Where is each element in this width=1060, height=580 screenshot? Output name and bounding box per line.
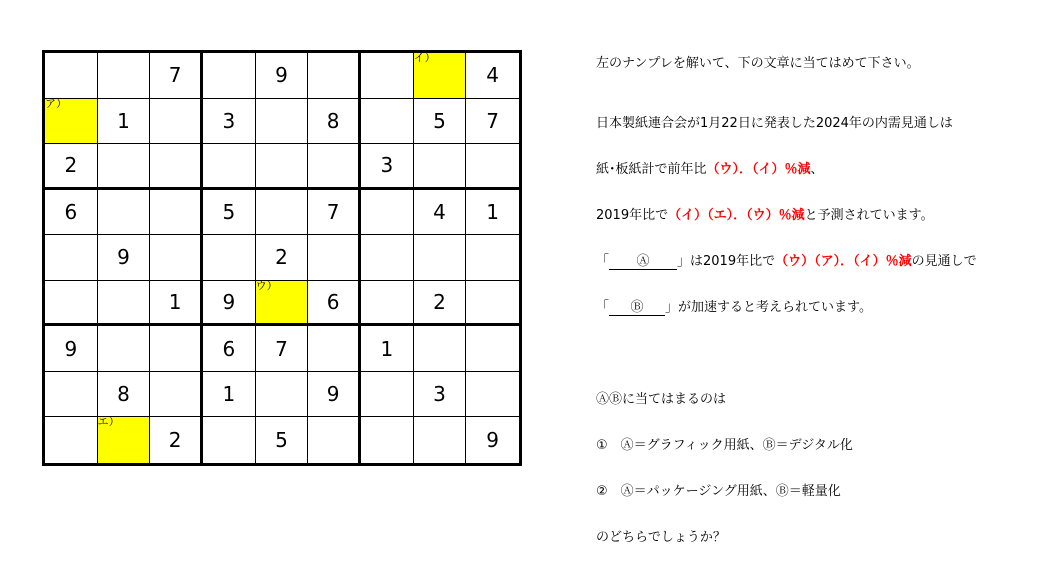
- sudoku-cell-r9c5[interactable]: [256, 417, 309, 463]
- sudoku-cell-r4c8[interactable]: [414, 190, 467, 236]
- cell-marker-label: ア）: [45, 96, 67, 110]
- sudoku-cell-r1c2[interactable]: [98, 53, 151, 99]
- sudoku-cell-r2c7[interactable]: [361, 99, 414, 145]
- sudoku-cell-r3c6[interactable]: [308, 144, 361, 190]
- cell-marker-label: エ）: [97, 415, 120, 429]
- cell-value: 3: [380, 153, 394, 178]
- option-2: ② Ⓐ＝パッケージング用紙、Ⓑ＝軽量化: [596, 484, 841, 499]
- sudoku-cell-r1c7[interactable]: [361, 53, 414, 99]
- open-bracket-b: 「: [596, 300, 610, 315]
- sudoku-cell-r8c5[interactable]: [256, 372, 309, 418]
- sudoku-board: [42, 50, 522, 466]
- line5-text: 」が加速すると考えられています。: [665, 300, 872, 315]
- sudoku-cell-r4c4[interactable]: [203, 190, 256, 236]
- cell-value: 9: [275, 63, 288, 88]
- sudoku-cell-r5c8[interactable]: [414, 235, 467, 281]
- line2-comma: 、: [810, 162, 824, 177]
- sudoku-cell-r2c4[interactable]: [203, 99, 256, 145]
- cell-value: 5: [222, 199, 236, 224]
- sudoku-cell-r9c4[interactable]: [203, 417, 256, 463]
- paragraph-line-5: [596, 296, 872, 316]
- sudoku-cell-r3c3[interactable]: [150, 144, 203, 190]
- sudoku-cell-r8c3[interactable]: [150, 372, 203, 418]
- paragraph-line-1: 日本製紙連合会が1月22日に発表した2024年の内需見通しは: [596, 116, 953, 131]
- sudoku-cell-r5c9[interactable]: [466, 235, 519, 281]
- sudoku-cell-r9c7[interactable]: [361, 417, 414, 463]
- sudoku-cell-r6c3[interactable]: [150, 281, 203, 327]
- sudoku-cell-r7c2[interactable]: [98, 326, 151, 372]
- cell-value: 3: [222, 108, 236, 133]
- sudoku-cell-r8c2[interactable]: [98, 372, 151, 418]
- sudoku-cell-r4c9[interactable]: [466, 190, 519, 236]
- sudoku-cell-r8c8[interactable]: [414, 372, 467, 418]
- cell-marker-label: ウ）: [255, 278, 278, 292]
- sudoku-cell-r1c3[interactable]: [150, 53, 203, 99]
- cell-value: 1: [117, 108, 130, 133]
- cell-value: 6: [326, 290, 340, 315]
- sudoku-cell-r4c6[interactable]: [308, 190, 361, 236]
- line3-text: 2019年比で: [596, 208, 669, 223]
- sudoku-cell-r7c3[interactable]: [150, 326, 203, 372]
- sudoku-cell-r4c3[interactable]: [150, 190, 203, 236]
- sudoku-cell-r7c1[interactable]: [45, 326, 98, 372]
- instruction-text: 左のナンプレを解いて、下の文章に当てはめて下さい。: [596, 56, 920, 71]
- cell-marker-label: イ）: [413, 51, 436, 64]
- cell-value: 1: [486, 199, 500, 224]
- open-bracket-a: 「: [596, 254, 610, 269]
- sudoku-cell-r7c5[interactable]: [256, 326, 309, 372]
- cell-value: 1: [380, 336, 394, 361]
- option-1: ① Ⓐ＝グラフィック用紙、Ⓑ＝デジタル化: [596, 438, 853, 453]
- sudoku-cell-r5c7[interactable]: [361, 235, 414, 281]
- closing-question: のどちらでしょうか？: [596, 530, 726, 545]
- sudoku-cell-r3c4[interactable]: [203, 144, 256, 190]
- sudoku-cell-r1c9[interactable]: [466, 53, 519, 99]
- formula-3: （ウ）（ア）．（イ）％減: [775, 254, 912, 269]
- blank-a: Ⓐ: [609, 250, 677, 270]
- cell-value: 9: [117, 245, 130, 270]
- sudoku-cell-r6c5[interactable]: [255, 278, 309, 327]
- sudoku-cell-r4c1[interactable]: [45, 190, 98, 236]
- sudoku-cell-r7c9[interactable]: [466, 326, 519, 372]
- sudoku-cell-r1c5[interactable]: [256, 53, 309, 99]
- paragraph-line-4: [596, 250, 977, 270]
- cell-value: 9: [222, 290, 236, 315]
- sudoku-cell-r8c7[interactable]: [361, 372, 414, 418]
- sudoku-cell-r4c7[interactable]: [361, 190, 414, 236]
- line3-tail: と予測されています。: [804, 208, 934, 223]
- sudoku-cell-r8c6[interactable]: [308, 372, 361, 418]
- sudoku-cell-r5c1[interactable]: [45, 235, 98, 281]
- cell-value: 1: [168, 290, 182, 315]
- cell-value: 7: [168, 63, 182, 88]
- cell-value: 9: [326, 382, 340, 407]
- sudoku-cell-r6c9[interactable]: [466, 281, 519, 327]
- sudoku-cell-r8c1[interactable]: [45, 372, 98, 418]
- cell-value: 9: [64, 336, 78, 361]
- sudoku-cell-r9c2[interactable]: [98, 417, 151, 463]
- cell-value: 2: [433, 290, 446, 315]
- sudoku-cell-r1c8[interactable]: [414, 53, 467, 99]
- paragraph-line-2: [596, 158, 824, 177]
- blank-b: Ⓑ: [609, 296, 665, 316]
- sudoku-cell-r3c1[interactable]: [45, 144, 98, 190]
- cell-value: 2: [168, 428, 182, 453]
- sudoku-cell-r9c3[interactable]: [150, 417, 203, 463]
- formula-1: （ウ）．（イ）％減: [706, 162, 811, 177]
- cell-value: 9: [486, 428, 500, 453]
- sudoku-cell-r5c4[interactable]: [203, 235, 256, 281]
- sudoku-cell-r3c8[interactable]: [414, 144, 467, 190]
- sudoku-cell-r9c1[interactable]: [45, 417, 98, 463]
- sudoku-cell-r2c3[interactable]: [150, 99, 203, 145]
- sudoku-cell-r2c2[interactable]: [98, 99, 151, 145]
- sudoku-cell-r2c8[interactable]: [414, 99, 467, 145]
- cell-value: 3: [433, 382, 446, 407]
- sudoku-cell-r1c4[interactable]: [203, 53, 256, 99]
- sudoku-cell-r3c5[interactable]: [256, 144, 309, 190]
- formula-2: （イ）（エ）．（ウ）％減: [668, 208, 805, 223]
- sudoku-cell-r3c9[interactable]: [466, 144, 519, 190]
- sudoku-cell-r6c2[interactable]: [98, 281, 151, 327]
- sudoku-cell-r6c1[interactable]: [45, 281, 98, 327]
- cell-value: 2: [275, 245, 288, 270]
- line4-tail: の見通しで: [911, 254, 977, 269]
- sudoku-cell-r5c2[interactable]: [98, 235, 151, 281]
- cell-value: 8: [326, 108, 340, 133]
- sudoku-cell-r1c6[interactable]: [308, 53, 361, 99]
- cell-value: 5: [275, 428, 288, 453]
- sudoku-cell-r6c6[interactable]: [308, 281, 361, 327]
- cell-value: 7: [486, 108, 500, 133]
- line2-text: 紙･板紙計で前年比: [596, 162, 707, 177]
- sudoku-cell-r3c7[interactable]: [361, 144, 414, 190]
- cell-value: 6: [64, 199, 78, 224]
- sudoku-cell-r1c1[interactable]: [45, 53, 98, 99]
- sudoku-cell-r6c7[interactable]: [361, 281, 414, 327]
- cell-value: 2: [64, 153, 78, 178]
- sudoku-cell-r6c4[interactable]: [203, 281, 256, 327]
- sudoku-cell-r3c2[interactable]: [98, 144, 151, 190]
- paragraph-line-3: [596, 204, 934, 223]
- sudoku-cell-r9c8[interactable]: [414, 417, 467, 463]
- sudoku-cell-r7c4[interactable]: [203, 326, 256, 372]
- cell-value: 4: [486, 63, 500, 88]
- question-text: ⒶⒷに当てはまるのは: [596, 392, 727, 407]
- sudoku-cell-r7c7[interactable]: [361, 326, 414, 372]
- sudoku-cell-r4c2[interactable]: [98, 190, 151, 236]
- sudoku-cell-r2c1[interactable]: [45, 96, 98, 145]
- sudoku-cell-r4c5[interactable]: [256, 190, 309, 236]
- cell-value: 1: [222, 382, 236, 407]
- cell-value: 5: [433, 108, 446, 133]
- sudoku-cell-r6c8[interactable]: [414, 281, 467, 327]
- sudoku-cell-r7c6[interactable]: [308, 326, 361, 372]
- sudoku-cell-r5c6[interactable]: [308, 235, 361, 281]
- cell-value: 6: [222, 336, 236, 361]
- cell-value: 8: [117, 382, 130, 407]
- sudoku-cell-r9c6[interactable]: [308, 417, 361, 463]
- cell-value: 7: [275, 336, 288, 361]
- sudoku-cell-r5c5[interactable]: [256, 235, 309, 281]
- sudoku-cell-r2c6[interactable]: [308, 99, 361, 145]
- line4-text: 」は2019年比で: [677, 254, 776, 269]
- sudoku-cell-r7c8[interactable]: [414, 326, 467, 372]
- sudoku-cell-r8c4[interactable]: [203, 372, 256, 418]
- sudoku-cell-r5c3[interactable]: [150, 235, 203, 281]
- sudoku-cell-r8c9[interactable]: [466, 372, 519, 418]
- cell-value: 4: [433, 199, 446, 224]
- sudoku-cell-r9c9[interactable]: [466, 417, 519, 463]
- cell-value: 7: [326, 199, 340, 224]
- sudoku-cell-r2c9[interactable]: [466, 99, 519, 145]
- sudoku-cell-r2c5[interactable]: [256, 99, 309, 145]
